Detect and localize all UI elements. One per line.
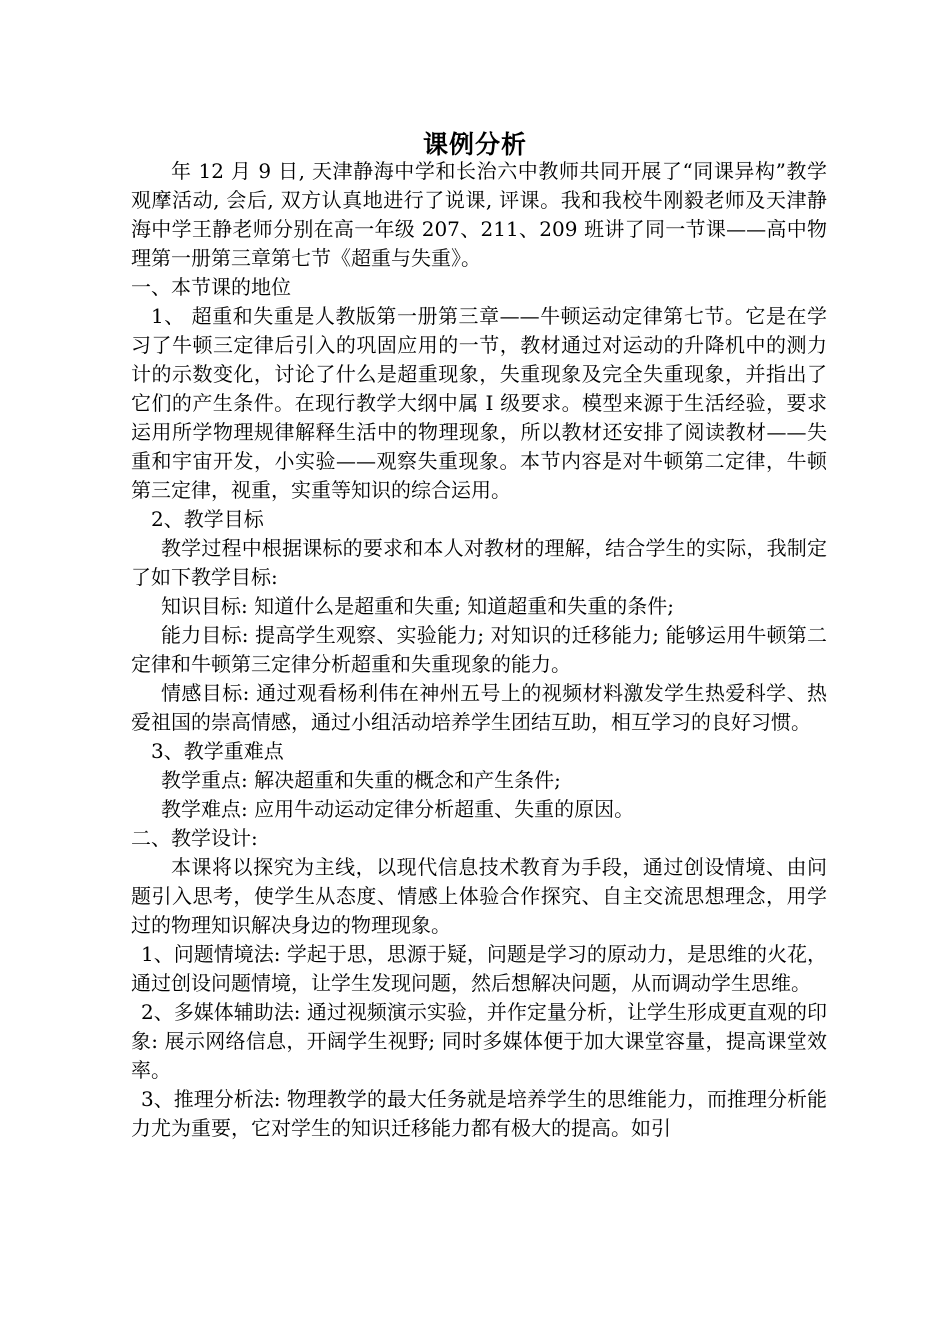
paragraph: 一、本节课的地位	[131, 275, 291, 299]
document-body	[131, 157, 827, 1143]
paragraph: 二、教学设计:	[131, 826, 258, 850]
paragraph: 1、问题情境法: 学起于思，思源于疑，问题是学习的原动力，是思维的火花，通过创设问题情境，让学生发现问题，然后想解决问题，从而调动学生思维。	[131, 942, 827, 995]
paragraph: 年 12 月 9 日, 天津静海中学和长治六中教师共同开展了“同课异构”教学观摩活动, 会后, 双方认真地进行了说课, 评课。我和我校牛刚毅老师及天津静海中学王静老师分别在高一年级 207、211、209 班讲了同一节课——高中物理第一册第三章第七节《超重与失重》。	[131, 159, 827, 270]
paragraph: 情感目标: 通过观看杨利伟在神州五号上的视频材料激发学生热爱科学、热爱祖国的崇高情感，通过小组活动培养学生团结互助，相互学习的良好习惯。	[131, 681, 827, 734]
paragraph: 2、教学目标	[151, 507, 264, 531]
paragraph: 本课将以探究为主线，以现代信息技术教育为手段，通过创设情境、由问题引入思考，使学生从态度、情感上体验合作探究、自主交流思想理念，用学过的物理知识解决身边的物理现象。	[131, 855, 827, 937]
paragraph: 1、 超重和失重是人教版第一册第三章——牛顿运动定律第七节。它是在学习了牛顿三定律后引入的巩固应用的一节，教材通过对运动的升降机中的测力计的示数变化，讨论了什么是超重现象，失重现象及完全失重现象，并指出了它们的产生条件。在现行教学大纲中属 I 级要求。模型来源于生活经验，要求运用所学物理规律解释生活中的物理现象，所以教材还安排了阅读教材——失重和宇宙开发，小实验——观察失重现象。本节内容是对牛顿第二定律，牛顿第三定律，视重，实重等知识的综合运用。	[131, 304, 827, 502]
document-title: 课例分析	[422, 130, 527, 159]
paragraph: 3、推理分析法: 物理教学的最大任务就是培养学生的思维能力，而推理分析能力尤为重要，它对学生的知识迁移能力都有极大的提高。如引	[131, 1087, 827, 1140]
paragraph: 2、多媒体辅助法: 通过视频演示实验，并作定量分析，让学生形成更直观的印象: 展示网络信息，开阔学生视野; 同时多媒体便于加大课堂容量，提高课堂效率。	[131, 1000, 827, 1082]
paragraph: 教学过程中根据课标的要求和本人对教材的理解，结合学生的实际，我制定了如下教学目标:	[131, 536, 827, 589]
paragraph: 能力目标: 提高学生观察、实验能力; 对知识的迁移能力; 能够运用牛顿第二定律和牛顿第三定律分析超重和失重现象的能力。	[131, 623, 827, 676]
paragraph: 知识目标: 知道什么是超重和失重; 知道超重和失重的条件;	[161, 594, 674, 618]
paragraph: 教学难点: 应用牛动运动定律分析超重、失重的原因。	[161, 797, 635, 821]
paragraph: 教学重点: 解决超重和失重的概念和产生条件;	[161, 768, 561, 792]
paragraph: 3、教学重难点	[151, 739, 284, 763]
